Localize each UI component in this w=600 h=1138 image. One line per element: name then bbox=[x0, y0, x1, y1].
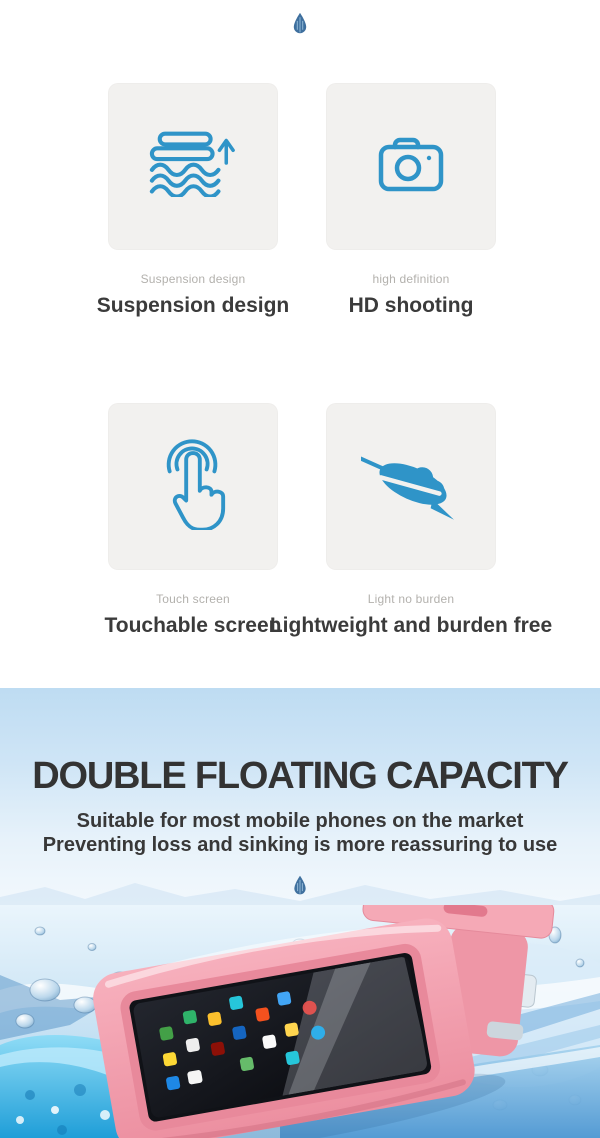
hero-subtitle bbox=[0, 809, 600, 857]
hero-title: DOUBLE FLOATING CAPACITY bbox=[32, 755, 568, 797]
feature-hd-shooting bbox=[302, 83, 520, 318]
feature-caption: high definition bbox=[372, 272, 450, 286]
feature-title: Lightweight and burden free bbox=[269, 614, 553, 637]
hero-subtitle-line1: Suitable for most mobile phones on the market bbox=[76, 810, 524, 832]
product-photo bbox=[0, 905, 600, 1138]
hero-subtitle-line2: Preventing loss and sinking is more reassuring to use bbox=[42, 834, 558, 856]
hero-section bbox=[0, 688, 600, 905]
feature-grid bbox=[84, 83, 553, 638]
feature-caption: Light no burden bbox=[367, 592, 455, 606]
feature-title: Suspension design bbox=[96, 294, 290, 317]
feature-touch-screen bbox=[84, 403, 302, 638]
feature-card bbox=[326, 83, 496, 250]
feature-lightweight bbox=[269, 403, 553, 638]
water-drop-icon bbox=[292, 12, 308, 40]
suspension-design-icon bbox=[148, 131, 238, 202]
camera-icon bbox=[378, 135, 444, 198]
touch-screen-icon bbox=[157, 438, 229, 535]
feature-card bbox=[108, 83, 278, 250]
feature-title: HD shooting bbox=[348, 294, 474, 317]
water-drop-icon bbox=[293, 875, 308, 901]
feature-title: Touchable screen bbox=[104, 614, 282, 637]
feature-suspension-design bbox=[84, 83, 302, 318]
feather-icon bbox=[361, 444, 461, 529]
feature-caption: Suspension design bbox=[140, 272, 246, 286]
feature-caption: Touch screen bbox=[156, 592, 230, 606]
feature-card bbox=[326, 403, 496, 570]
feature-card bbox=[108, 403, 278, 570]
